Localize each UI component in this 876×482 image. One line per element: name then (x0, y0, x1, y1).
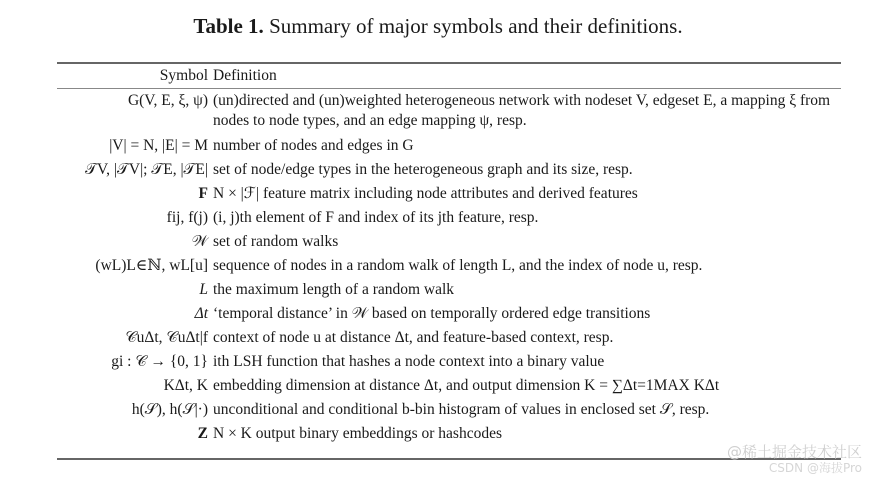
symbols-table (57, 63, 841, 445)
definition-cell: ith LSH function that hashes a node context into a binary value (213, 353, 605, 370)
table-header-row (57, 63, 841, 88)
definition-cell: set of node/edge types in the heterogeneous graph and its size, resp. (213, 161, 633, 178)
symbol-cell: (wL)L∈ℕ, wL[u] (95, 257, 208, 274)
table-row (57, 397, 841, 421)
table-row (57, 373, 841, 397)
definition-cell: context of node u at distance Δt, and feature-based context, resp. (213, 329, 614, 346)
table-row (57, 181, 841, 205)
definition-cell: (i, j)th element of F and index of its jth feature, resp. (213, 209, 539, 226)
caption-text: Summary of major symbols and their definitions. (269, 14, 683, 38)
symbol-cell: Z (197, 425, 208, 442)
definition-cell: number of nodes and edges in G (213, 137, 414, 154)
definition-cell: sequence of nodes in a random walk of length L, and the index of node u, resp. (213, 257, 703, 274)
symbol-cell: G(V, E, ξ, ψ) (127, 92, 208, 109)
symbol-cell: |V| = N, |E| = M (109, 137, 208, 154)
table-row (57, 325, 841, 349)
definition-cell: ‘temporal distance’ in 𝒲 based on temporally ordered edge transitions (213, 305, 651, 322)
table-caption (0, 14, 876, 39)
table-row (57, 229, 841, 253)
bottom-rule (57, 458, 841, 460)
table-row (57, 349, 841, 373)
definition-cell: N × |ℱ| feature matrix including node attributes and derived features (213, 185, 638, 202)
definition-cell: unconditional and conditional b-bin histogram of values in enclosed set 𝒮, resp. (213, 401, 710, 418)
definition-cell: the maximum length of a random walk (213, 281, 455, 298)
symbol-cell: 𝒲 (191, 233, 208, 250)
table-row (57, 277, 841, 301)
watermark (727, 444, 862, 476)
table-row (57, 205, 841, 229)
watermark-csdn: CSDN @海拔Pro (768, 461, 862, 475)
watermark-juejin: @稀土掘金技术社区 (726, 443, 862, 461)
symbol-cell: 𝒞uΔt, 𝒞uΔt|f (125, 329, 208, 346)
table-row (57, 253, 841, 277)
symbol-cell: gi : 𝒞 → {0, 1} (111, 353, 208, 370)
table-row (57, 157, 841, 181)
symbol-cell: L (199, 281, 208, 298)
symbol-cell: h(𝒮), h(𝒮|·) (131, 401, 208, 418)
table-row (57, 421, 841, 445)
definition-cell: embedding dimension at distance Δt, and output dimension K = ∑Δt=1MAX KΔt (213, 377, 720, 394)
symbol-cell: KΔt, K (163, 377, 208, 394)
caption-label: Table 1. (193, 14, 264, 38)
symbol-cell: F (198, 185, 208, 202)
table-row (57, 301, 841, 325)
definition-cell: set of random walks (213, 233, 339, 250)
symbol-cell: 𝒯V, |𝒯V|; 𝒯E, |𝒯E| (85, 161, 208, 178)
symbol-cell: fij, f(j) (166, 209, 208, 226)
header-definition: Definition (213, 67, 277, 84)
header-symbol: Symbol (159, 67, 208, 84)
definition-cell: N × K output binary embeddings or hashcodes (213, 425, 502, 442)
definition-cell: (un)directed and (un)weighted heterogeneous network with nodeset V, edgeset E, a mapping ξ from nodes to node types, and an edge mapping ψ, resp. (213, 92, 831, 129)
table-row (57, 88, 841, 133)
table-row (57, 133, 841, 157)
symbol-cell: Δt (194, 305, 208, 322)
